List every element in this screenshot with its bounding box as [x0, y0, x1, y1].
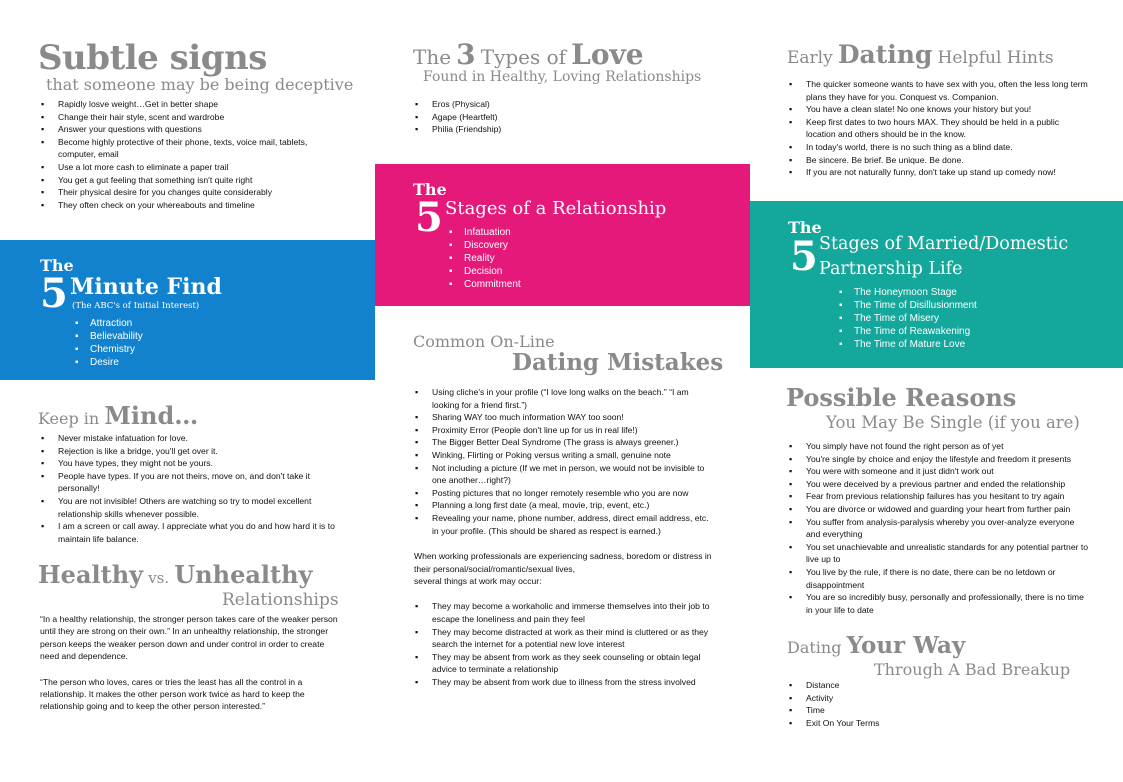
- married-the: The: [788, 218, 822, 237]
- single-reason-item: ▪ You are so incredibly busy, personally and professionally, there is no time in your life to date: [806, 591, 1090, 616]
- five-stages-the: The: [413, 180, 447, 199]
- reasons-list: [788, 440, 1090, 616]
- breakup-step-item: ▪ Activity: [806, 692, 1088, 705]
- subtle-sign-item: ▪ Rapidly losve weight…Get in better shape: [58, 98, 340, 111]
- healthy-title-a: Healthy: [38, 560, 144, 589]
- love-type-item: ▪ Eros (Physical): [432, 98, 714, 111]
- five-minute-band: [0, 240, 375, 380]
- healthy-para-2: “The person who loves, cares or tries the least has all the control in a relationship. It makes the other person work twice as hard to keep the relationship going and to keep the other person interested.”: [40, 676, 305, 712]
- single-reason-item: ▪ You suffer from analysis-paralysis whereby you over-analyze everyone and everything: [806, 516, 1090, 541]
- married-stage-item: ▪ The Time of Mature Love: [854, 338, 977, 351]
- subtle-sign-item: ▪ Use a lot more cash to eliminate a paper trail: [58, 161, 340, 174]
- five-minute-item: ▪ Desire: [90, 356, 143, 369]
- healthy-heading: [38, 560, 312, 589]
- five-minute-list: [74, 317, 143, 369]
- online-section: [414, 386, 716, 689]
- breakup-step-item: ▪ Distance: [806, 679, 1088, 692]
- online-mistake-item: ▪ Sharing WAY too much information WAY too soon!: [432, 411, 716, 424]
- online-mistake-item: ▪ Proximity Error (People don't line up for us in real life!): [432, 424, 716, 437]
- single-reason-item: ▪ You simply have not found the right person as of yet: [806, 440, 1090, 453]
- your-way-heading: [787, 632, 965, 659]
- five-stages-number: 5: [415, 194, 443, 241]
- early-dating-heading: [787, 40, 1054, 69]
- reasons-subtitle: You May Be Single (if you are): [826, 413, 1080, 432]
- keep-in-mind-item: ▪ I am a screen or call away. I appreciate what you do and how hard it is to maintain life balance.: [58, 520, 340, 545]
- three-types-love: Love: [571, 38, 644, 71]
- early-dating-hint-item: ▪ You have a clean slate! No one knows your history but you!: [806, 103, 1090, 116]
- subtle-sign-item: ▪ They often check on your whereabouts and timeline: [58, 199, 340, 212]
- five-stages-band: [375, 164, 750, 306]
- married-band: [750, 201, 1123, 368]
- love-type-item: ▪ Philia (Friendship): [432, 123, 714, 136]
- married-title-a: Stages of Married/Domestic: [819, 234, 1069, 254]
- single-reason-item: ▪ You set unachievable and unrealistic standards for any potential partner to live up to: [806, 541, 1090, 566]
- single-reason-item: ▪ Fear from previous relationship failures has you hesitant to try again: [806, 490, 1090, 503]
- healthy-body: [40, 613, 340, 713]
- early-dating-hint-item: ▪ Keep first dates to two hours MAX. They should be held in a public location and others should be in the know.: [806, 116, 1090, 141]
- relationship-stage-item: ▪ Decision: [464, 265, 521, 278]
- early-dating-section: [788, 78, 1090, 179]
- love-type-item: ▪ Agape (Heartfelt): [432, 111, 714, 124]
- relationship-stage-item: ▪ Infatuation: [464, 226, 521, 239]
- breakup-step-item: ▪ Time: [806, 704, 1088, 717]
- subtle-sign-item: ▪ Become highly protective of their phone, texts, voice mail, tablets, computer, email: [58, 136, 340, 161]
- work-effect-item: ▪ They may be absent from work due to illness from the stress involved: [432, 676, 716, 689]
- married-title-b: Partnership Life: [819, 259, 963, 279]
- work-effect-item: ▪ They may become a workaholic and immerse themselves into their job to escape the loneliness and pain they feel: [432, 600, 716, 625]
- single-reason-item: ▪ You are divorce or widowed and guarding your heart from further pain: [806, 503, 1090, 516]
- your-way-subtitle: Through A Bad Breakup: [874, 660, 1071, 679]
- keep-in-mind-title-b: Mind…: [104, 401, 199, 430]
- subtle-sign-item: ▪ Answer your questions with questions: [58, 123, 340, 136]
- online-mistake-item: ▪ Planning a long first date (a meal, movie, trip, event, etc.): [432, 499, 716, 512]
- five-minute-title: Minute Find: [70, 274, 222, 300]
- online-title-b: Dating Mistakes: [512, 349, 724, 376]
- early-dating-hint-item: ▪ In today's world, there is no such thing as a blind date.: [806, 141, 1090, 154]
- keep-in-mind-section: [40, 432, 340, 545]
- relationship-stage-item: ▪ Commitment: [464, 278, 521, 291]
- single-reason-item: ▪ You were deceived by a previous partner and ended the relationship: [806, 478, 1090, 491]
- married-stage-item: ▪ The Time of Reawakening: [854, 325, 977, 338]
- five-minute-item: ▪ Attraction: [90, 317, 143, 330]
- healthy-para-1: “In a healthy relationship, the stronger person takes care of the weaker person until they are strong on their own.” In an unhealthy relationship, the stronger person keeps the weaker person down and under control in order to create need and dependence.: [40, 614, 338, 662]
- three-types-the: The: [413, 45, 452, 69]
- three-types-section: [414, 98, 714, 136]
- work-intro: When working professionals are experiencing sadness, boredom or distress in their personal/social/romantic/sexual lives,: [414, 551, 712, 574]
- married-stage-item: ▪ The Time of Disillusionment: [854, 299, 977, 312]
- five-stages-title: Stages of a Relationship: [445, 198, 667, 219]
- online-mistake-item: ▪ Posting pictures that no longer remotely resemble who you are now: [432, 487, 716, 500]
- relationship-stage-item: ▪ Discovery: [464, 239, 521, 252]
- keep-in-mind-item: ▪ You are not invisible! Others are watching so try to model excellent relationship skills whenever possible.: [58, 495, 340, 520]
- subtle-signs-list: [40, 98, 340, 211]
- keep-in-mind-heading: [38, 401, 198, 430]
- keep-in-mind-title-a: Keep in: [38, 409, 100, 428]
- subtle-sign-item: ▪ Their physical desire for you changes quite considerably: [58, 186, 340, 199]
- keep-in-mind-item: ▪ You have types, they might not be yours.: [58, 457, 340, 470]
- your-way-title-b: Your Way: [846, 632, 966, 659]
- three-types-types: Types of: [480, 45, 567, 69]
- single-reason-item: ▪ You live by the rule, if there is no date, there can be no letdown or disappointment: [806, 566, 1090, 591]
- online-mistake-item: ▪ Not including a picture (If we met in person, we would not be invisible to one another…right?): [432, 462, 716, 487]
- keep-in-mind-item: ▪ Rejection is like a bridge, you'll get over it.: [58, 445, 340, 458]
- early-dating-title-c: Helpful Hints: [937, 48, 1054, 68]
- work-effect-item: ▪ They may be absent from work as they seek counseling or obtain legal advice to terminate a relationship: [432, 651, 716, 676]
- early-dating-title-a: Early: [787, 48, 833, 68]
- early-dating-hint-item: ▪ Be sincere. Be brief. Be unique. Be done.: [806, 154, 1090, 167]
- your-way-list: [788, 679, 1088, 729]
- five-stages-list: [448, 226, 521, 291]
- subtle-signs-title: Subtle signs: [38, 38, 267, 78]
- your-way-title-a: Dating: [787, 638, 842, 657]
- early-dating-list: [788, 78, 1090, 179]
- three-types-heading: [413, 38, 644, 71]
- five-minute-item: ▪ Believability: [90, 330, 143, 343]
- keep-in-mind-item: ▪ Never mistake infatuation for love.: [58, 432, 340, 445]
- three-types-subtitle: Found in Healthy, Loving Relationships: [423, 69, 702, 85]
- early-dating-hint-item: ▪ If you are not naturally funny, don't take up stand up comedy now!: [806, 166, 1090, 179]
- married-stages-list: [838, 286, 977, 351]
- five-minute-number: 5: [40, 270, 68, 317]
- your-way-section: [788, 679, 1088, 729]
- married-stage-item: ▪ The Time of Misery: [854, 312, 977, 325]
- married-stage-item: ▪ The Honeymoon Stage: [854, 286, 977, 299]
- five-minute-subtitle: (The ABC's of Initial Interest): [72, 301, 200, 311]
- three-types-list: [414, 98, 714, 136]
- work-effect-item: ▪ They may become distracted at work as their mind is cluttered or as they search the internet for a potential new love interest: [432, 626, 716, 651]
- breakup-step-item: ▪ Exit On Your Terms: [806, 717, 1088, 730]
- online-title-a: Common On-Line: [413, 332, 555, 351]
- online-mistake-item: ▪ Revealing your name, phone number, address, direct email address, etc. in your profile. (This should be shared as respect is earned.): [432, 512, 716, 537]
- subtle-signs-subtitle: that someone may be being deceptive: [46, 75, 354, 94]
- five-minute-the: The: [40, 256, 74, 275]
- online-mistakes-list: [414, 386, 716, 537]
- subtle-sign-item: ▪ You get a gut feeling that something isn't quite right: [58, 174, 340, 187]
- online-mistake-item: ▪ The Bigger Better Deal Syndrome (The grass is always greener.): [432, 436, 716, 449]
- early-dating-title-b: Dating: [837, 40, 933, 69]
- early-dating-hint-item: ▪ The quicker someone wants to have sex with you, often the less long term plans they have for you. Conquest vs. Companion.: [806, 78, 1090, 103]
- keep-in-mind-list: [40, 432, 340, 545]
- work-effects-list: [414, 600, 716, 688]
- five-minute-item: ▪ Chemistry: [90, 343, 143, 356]
- married-number: 5: [790, 233, 818, 280]
- keep-in-mind-item: ▪ People have types. If you are not theirs, move on, and don't take it personally!: [58, 470, 340, 495]
- online-mistake-item: ▪ Winking, Flirting or Poking versus writing a small, genuine note: [432, 449, 716, 462]
- healthy-title-b: Unhealthy: [174, 560, 313, 589]
- reasons-title: Possible Reasons: [786, 383, 1017, 412]
- healthy-subtitle: Relationships: [222, 590, 339, 610]
- subtle-signs-section: [40, 98, 340, 211]
- online-mistake-item: ▪ Using cliche's in your profile (“I love long walks on the beach.” “I am looking for a friend first.”): [432, 386, 716, 411]
- single-reason-item: ▪ You were with someone and it just didn't work out: [806, 465, 1090, 478]
- reasons-section: [788, 440, 1090, 616]
- three-types-number: 3: [456, 38, 476, 71]
- work-intro-2: several things at work may occur:: [414, 575, 542, 586]
- healthy-title-vs: vs.: [148, 569, 170, 587]
- subtle-sign-item: ▪ Change their hair style, scent and wardrobe: [58, 111, 340, 124]
- single-reason-item: ▪ You're single by choice and enjoy the lifestyle and freedom it presents: [806, 453, 1090, 466]
- relationship-stage-item: ▪ Reality: [464, 252, 521, 265]
